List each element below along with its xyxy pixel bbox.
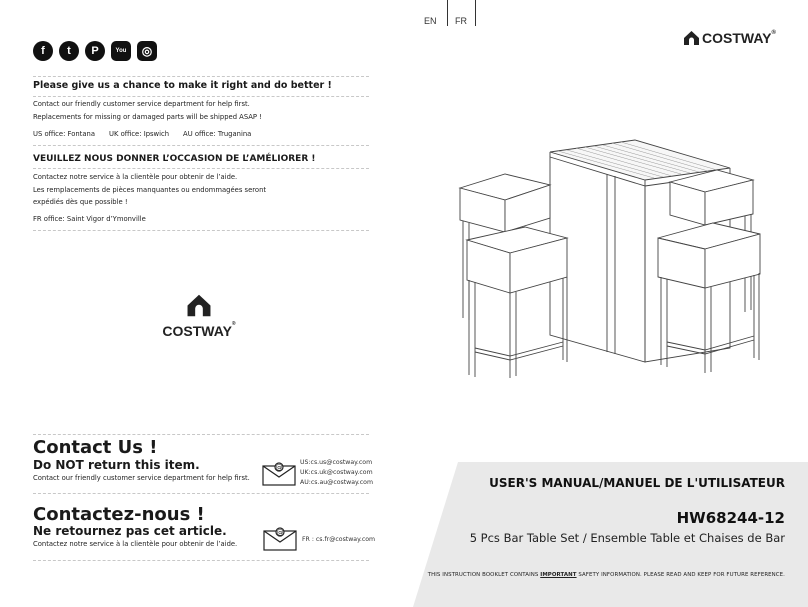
- instagram-icon[interactable]: ◎: [137, 41, 157, 61]
- email-fr[interactable]: FR : cs.fr@costway.com: [302, 536, 376, 543]
- brand-reg-center: ®: [231, 321, 236, 327]
- fr-line-3: expédiés dès que possible !: [33, 198, 128, 206]
- email-uk[interactable]: UK:cs.uk@costway.com: [300, 469, 373, 476]
- model-number: HW68244-12: [676, 509, 785, 527]
- contact-en-emails: [300, 458, 373, 488]
- notice-bold: IMPORTANT: [540, 572, 577, 578]
- lang-fr: FR: [455, 16, 467, 26]
- en-heading: Please give us a chance to make it right and do better !: [33, 80, 332, 91]
- divider: [33, 145, 369, 146]
- brand-logo-top: [683, 30, 776, 46]
- brand-name-center: COSTWAY: [162, 323, 232, 339]
- contact-en-subtitle: Do NOT return this item.: [33, 458, 200, 472]
- lang-en: EN: [424, 16, 437, 26]
- divider: [33, 96, 369, 97]
- fr-text: [33, 171, 266, 209]
- notice-post: SAFETY INFORMATION. PLEASE READ AND KEEP FOR FUTURE REFERENCE.: [576, 572, 785, 578]
- brand-name-top: COSTWAY: [702, 30, 772, 46]
- en-line-1: Contact our friendly customer service department for help first.: [33, 100, 250, 108]
- manual-title: USER'S MANUAL/MANUEL DE L'UTILISATEUR: [489, 476, 785, 490]
- divider: [33, 560, 369, 561]
- envelope-icon: [262, 461, 296, 486]
- contact-fr-desc: Contactez notre service à la clientèle pour obtenir de l’aide.: [33, 540, 238, 548]
- notice-pre: THIS INSTRUCTION BOOKLET CONTAINS: [427, 572, 541, 578]
- office-au: AU office: Truganina: [183, 130, 252, 138]
- divider: [33, 230, 369, 231]
- contact-en-title: Contact Us !: [33, 437, 158, 458]
- divider: [33, 493, 369, 494]
- divider: [33, 434, 369, 435]
- facebook-icon[interactable]: f: [33, 41, 53, 61]
- safety-notice: [428, 572, 785, 578]
- fr-line-1: Contactez notre service à la clientèle pour obtenir de l’aide.: [33, 173, 238, 181]
- twitter-icon[interactable]: t: [59, 41, 79, 61]
- brand-reg-top: ®: [771, 30, 776, 36]
- house-logo-icon: [683, 30, 700, 46]
- social-icons: [33, 41, 157, 61]
- contact-en-desc: Contact our friendly customer service department for help first.: [33, 474, 250, 482]
- divider: [33, 76, 369, 77]
- en-text: [33, 98, 262, 123]
- pinterest-icon[interactable]: P: [85, 41, 105, 61]
- email-us[interactable]: US:cs.us@costway.com: [300, 459, 373, 466]
- lang-divider-right: [475, 0, 476, 26]
- contact-fr-subtitle: Ne retournez pas cet article.: [33, 524, 227, 538]
- youtube-icon[interactable]: You: [111, 41, 131, 61]
- product-subtitle: 5 Pcs Bar Table Set / Ensemble Table et Chaises de Bar: [469, 531, 785, 545]
- fr-office: FR office: Saint Vigor d’Ymonville: [33, 215, 146, 223]
- en-line-2: Replacements for missing or damaged parts will be shipped ASAP !: [33, 112, 262, 121]
- brand-logo-center: [158, 293, 240, 340]
- office-uk: UK office: Ipswich: [109, 130, 170, 138]
- en-offices: [33, 130, 251, 138]
- envelope-icon: [263, 526, 297, 551]
- fr-line-2: Les remplacements de pièces manquantes ou endommagées seront: [33, 185, 267, 194]
- svg-text:@: @: [275, 463, 283, 472]
- fr-heading: VEUILLEZ NOUS DONNER L’OCCASION DE L’AMÉLIORER !: [33, 154, 316, 164]
- email-au[interactable]: AU:cs.au@costway.com: [300, 479, 373, 486]
- contact-fr-title: Contactez-nous !: [33, 504, 205, 525]
- svg-text:@: @: [276, 528, 284, 537]
- lang-divider: [447, 0, 448, 26]
- bar-set-illustration: [455, 130, 770, 380]
- office-us: US office: Fontana: [33, 130, 95, 138]
- house-logo-icon: [186, 293, 212, 318]
- divider: [33, 168, 369, 169]
